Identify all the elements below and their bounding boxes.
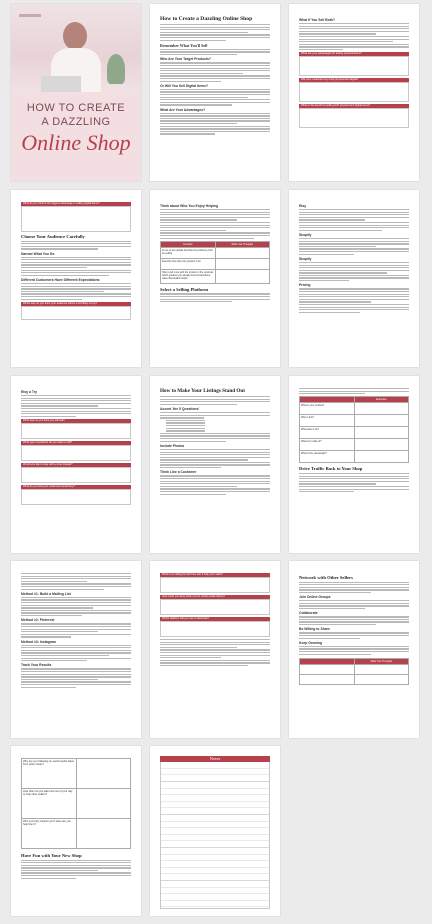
cover-photo (11, 4, 141, 92)
answer-box[interactable] (21, 206, 131, 232)
page-title: How to Make Your Listings Stand Out (160, 388, 246, 394)
table-cell: Is one of two details describe the products you'll be selling (161, 247, 216, 258)
answer-cell[interactable] (215, 247, 270, 258)
answer-box[interactable] (21, 445, 131, 461)
question-bar: What fees do you think you will sell? (21, 419, 131, 423)
table-cell: How to tell more with the product in the reminder which greatest you already know broad about, value that details helpful (161, 269, 216, 283)
table-header: What Your Thoughts (215, 241, 270, 247)
reflection-table (160, 241, 270, 284)
question-bar: Which way do you think your audience will be most likely to buy? (21, 302, 131, 306)
answer-box[interactable] (21, 306, 131, 320)
table-header: Examples (354, 397, 409, 403)
table-cell (300, 674, 355, 684)
answer-box[interactable] (21, 467, 131, 483)
table-header: What Your Thoughts (354, 658, 409, 664)
subheading: What If You Sell Both? (299, 18, 336, 22)
page-4 (11, 190, 141, 367)
answer-cell[interactable] (354, 451, 409, 463)
question-bar: What is the benefit of selling both physical and digital items? (299, 104, 409, 108)
table-cell: What is your product? (300, 403, 355, 415)
answer-box[interactable] (299, 108, 409, 128)
subheading: Include Photos (160, 443, 185, 448)
table-cell: Who is this? (300, 415, 355, 427)
subheading: Method #2: Pinterest (21, 618, 55, 623)
subheading: What Are Your Advantages? (160, 107, 206, 112)
subheading: Accent 'the 5 Questions' (160, 407, 200, 412)
page-7 (11, 376, 141, 553)
page-10 (11, 561, 141, 738)
subheading: Join Online Groups (299, 595, 331, 600)
cover-title-script: Online Shop (21, 130, 131, 155)
page-6 (289, 190, 419, 367)
table-cell: Who currently inspires you? How can you help them? (22, 819, 77, 849)
table-cell: How often do you take time out of your day to help other sellers? (22, 789, 77, 819)
answer-box[interactable] (299, 82, 409, 102)
table-cell: Describe how often the product is for (161, 258, 216, 269)
cover-page (11, 4, 141, 181)
answer-cell[interactable] (215, 269, 270, 283)
question-bar: Would you like to stay with a shop instead? (21, 463, 131, 467)
section-heading: Network with Other Sellers (299, 575, 353, 580)
woman-head (63, 22, 87, 50)
laptop (41, 76, 81, 92)
answer-cell[interactable] (76, 819, 131, 849)
question-bar: How could you keep track of your social media efforts? (160, 595, 270, 599)
page-9 (289, 376, 419, 553)
page-5 (150, 190, 280, 367)
table-header: Consider (161, 241, 216, 247)
section-heading: Choose Your Audience Carefully (21, 234, 85, 239)
question-bar: What type of products do you want to sell? (21, 441, 131, 445)
subheading: Method #1: Build a Mailing List (21, 591, 71, 596)
page-14-notes (150, 746, 280, 916)
cover-title-line2: A DAZZLING (41, 116, 111, 128)
answer-cell[interactable] (354, 427, 409, 439)
notes-lines[interactable] (160, 762, 270, 909)
shelf-decoration (19, 14, 41, 17)
answer-cell[interactable] (354, 439, 409, 451)
page-11 (150, 561, 280, 738)
section-heading: Select a Selling Platform (160, 286, 209, 292)
subheading: Keep Growing (299, 640, 322, 645)
answer-cell[interactable] (76, 759, 131, 789)
answer-box[interactable] (160, 599, 270, 615)
question-bar: What are your advantages for selling physical items? (299, 52, 409, 56)
subheading: Think Like a Customer (160, 470, 197, 475)
subheading: Think about Who You Enjoy Helping (160, 204, 219, 208)
answer-cell[interactable] (215, 258, 270, 269)
subheading: Or Will You Sell Digital Items? (160, 83, 209, 88)
section-heading: Have Fun with Your New Shop (21, 853, 82, 858)
subheading: Shopify (299, 256, 312, 261)
subheading: Etsy (299, 204, 307, 208)
reflection-table (21, 758, 131, 849)
section-heading: Remember What You'll Sell (160, 42, 208, 48)
page-2 (150, 4, 280, 181)
answer-box[interactable] (160, 621, 270, 637)
answer-box[interactable] (21, 489, 131, 505)
subheading: Different Customers Have Different Expectations (21, 278, 100, 283)
cover-title-line1: HOW TO CREATE (26, 102, 126, 114)
subheading: Who Are Your Target Products? (160, 57, 211, 62)
section-heading: Drive Traffic Back to Your Shop (299, 466, 363, 472)
subheading: Method #3: Instagram (21, 639, 57, 644)
table-cell: What is the size/weight? (300, 451, 355, 463)
answer-cell[interactable] (354, 415, 409, 427)
subheading: Etsy a Try (21, 390, 38, 394)
page-title: How to Create a Dazzling Online Shop (160, 16, 253, 22)
answer-cell[interactable] (354, 674, 409, 684)
table-cell: What is it made of? (300, 439, 355, 451)
question-bar: What do you feel your customers would buy? (21, 485, 131, 489)
subheading: Shopify (299, 233, 312, 238)
table-cell: Why are you following on social media ideas from other shops? (22, 759, 77, 789)
answer-box[interactable] (21, 423, 131, 439)
page-8 (150, 376, 280, 553)
question-bar: What is a mailing list and how can it help your sales? (160, 573, 270, 577)
listing-table (299, 396, 409, 463)
table-cell (300, 664, 355, 674)
subheading: Pricing (299, 283, 311, 288)
plant (107, 54, 125, 84)
answer-cell[interactable] (354, 403, 409, 415)
page-3 (289, 4, 419, 181)
page-13 (11, 746, 141, 916)
table-cell: What does it do? (300, 427, 355, 439)
subheading: Be Willing to Share (299, 627, 330, 632)
answer-cell[interactable] (354, 664, 409, 674)
answer-box[interactable] (160, 577, 270, 593)
answer-cell[interactable] (76, 789, 131, 819)
notes-title: Notes (160, 756, 270, 762)
page-12 (289, 561, 419, 738)
question-bar: Will your customers buy both physical and digital? (299, 78, 409, 82)
subheading: Track Your Results (21, 663, 52, 668)
question-bar: Which platform will you use to advertise? (160, 617, 270, 621)
answer-box[interactable] (299, 56, 409, 76)
thoughts-table (299, 658, 409, 685)
subheading: Collaborate (299, 611, 318, 616)
subheading: Narrow What You Do (21, 251, 55, 256)
question-bar: What do you think is the biggest advantage to selling digital items? (21, 202, 131, 206)
